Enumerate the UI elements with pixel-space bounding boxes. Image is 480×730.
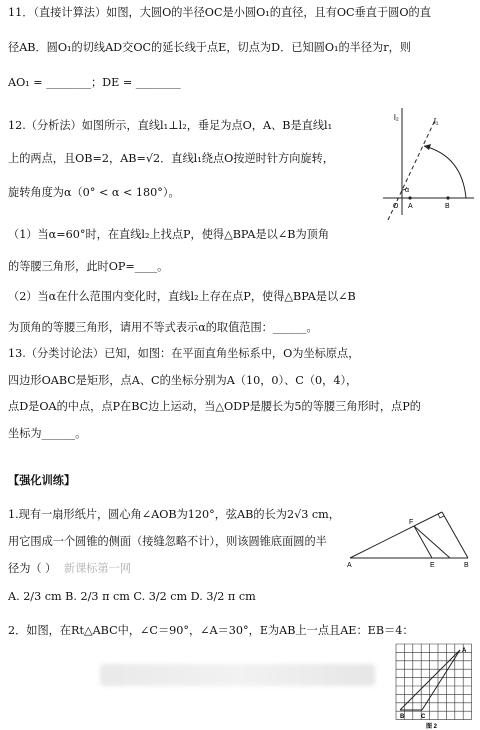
label-C: C: [421, 714, 426, 720]
problem-12-line-3: 旋转角度为α（0° < α < 180°）。: [8, 186, 180, 199]
training-2-line-1: 2．如图，在Rt△ABC中，∠C＝90°，∠A＝30°，E为AB上一点且AE：EB＝4：: [8, 624, 414, 637]
segment-FB: [414, 526, 450, 558]
training-1-options: A. 2/3 cm B. 2/3 π cm C. 3/2 cm D. 3/2 π cm: [8, 590, 256, 603]
training-1-line-2: 用它围成一个圆锥的侧面（接缝忽略不计），则该圆锥底面圆的半: [8, 535, 327, 548]
watermark-text: 新课标第一网: [63, 562, 132, 575]
label-alpha: α: [405, 187, 410, 194]
figure-caption: 图 2: [426, 724, 438, 730]
problem-12-line-7: 为顶角的等腰三角形，请用不等式表示α的取值范围：______。: [8, 321, 318, 334]
blurred-text-region: [100, 664, 375, 686]
section-heading: 【强化训练】: [8, 473, 76, 487]
training-1-line-1: 1.现有一扇形纸片，圆心角∠AOB为120°，弦AB的长为2√3 cm，: [8, 508, 340, 521]
figure-training-1: [346, 502, 474, 568]
figure-12: [378, 100, 478, 220]
problem-13-line-4: 坐标为______。: [8, 427, 87, 440]
problem-13-line-2: 四边形OABC是矩形，点A、C的坐标分别为A（10，0）、C（0，4），: [8, 374, 358, 387]
training-1-text: 径为（ ）: [8, 562, 57, 575]
rotation-arc: [424, 146, 466, 198]
problem-11-line-3: AO₁ = ________；DE = ________: [8, 76, 181, 89]
arrow-head-icon: [424, 144, 431, 150]
label-A: A: [347, 562, 352, 568]
label-B: B: [464, 562, 469, 568]
label-B: B: [445, 203, 450, 210]
label-l2: l₂: [394, 113, 399, 122]
segment-CA: [422, 650, 460, 710]
label-F: F: [409, 519, 414, 526]
point-B-dot: [446, 196, 449, 199]
point-A-dot: [408, 196, 411, 199]
problem-12-line-5: 的等腰三角形，此时OP=____。: [8, 260, 169, 273]
problem-13-line-1: 13.（分类讨论法）已知，如图：在平面直角坐标系中，O为坐标原点，: [8, 347, 360, 360]
label-E: E: [430, 562, 435, 568]
label-l1: l₁: [434, 117, 439, 126]
training-1-line-3: [8, 562, 131, 576]
segment-BA: [400, 650, 460, 710]
problem-12-line-1: 12.（分析法）如图所示，直线l₁⊥l₂，垂足为点O，A、B是直线l₁: [8, 119, 333, 132]
problem-11-line-1: 11．（直接计算法）如图，大圆O的半径OC是小圆O₁的直径，且有OC垂直于圆O的直: [8, 6, 431, 19]
problem-11-line-2: 径AB．圆O₁的切线AD交OC的延长线于点E，切点为D．已知圆O₁的半径为r，则: [8, 41, 411, 54]
label-O: O: [393, 203, 399, 210]
problem-12-line-2: 上的两点，且OB=2，AB=√2．直线l₁绕点O按逆时针方向旋转，: [8, 152, 334, 165]
problem-12-line-4: （1）当α=60°时，在直线l₂上找点P，使得△BPA是以∠B为顶角: [8, 228, 330, 241]
problem-13-line-3: 点D是OA的中点，点P在BC边上运动，当△ODP是腰长为5的等腰三角形时，点P的: [8, 400, 421, 413]
label-A: A: [462, 648, 467, 654]
label-B: B: [400, 714, 405, 720]
problem-12-line-6: （2）当α在什么范围内变化时，直线l₂上存在点P，使得△BPA是以∠B: [8, 290, 356, 303]
segment-FE: [414, 526, 432, 558]
segment-top-B: [442, 512, 468, 558]
label-A: A: [408, 203, 413, 210]
figure-training-2: [392, 640, 478, 730]
grid: [396, 644, 472, 720]
